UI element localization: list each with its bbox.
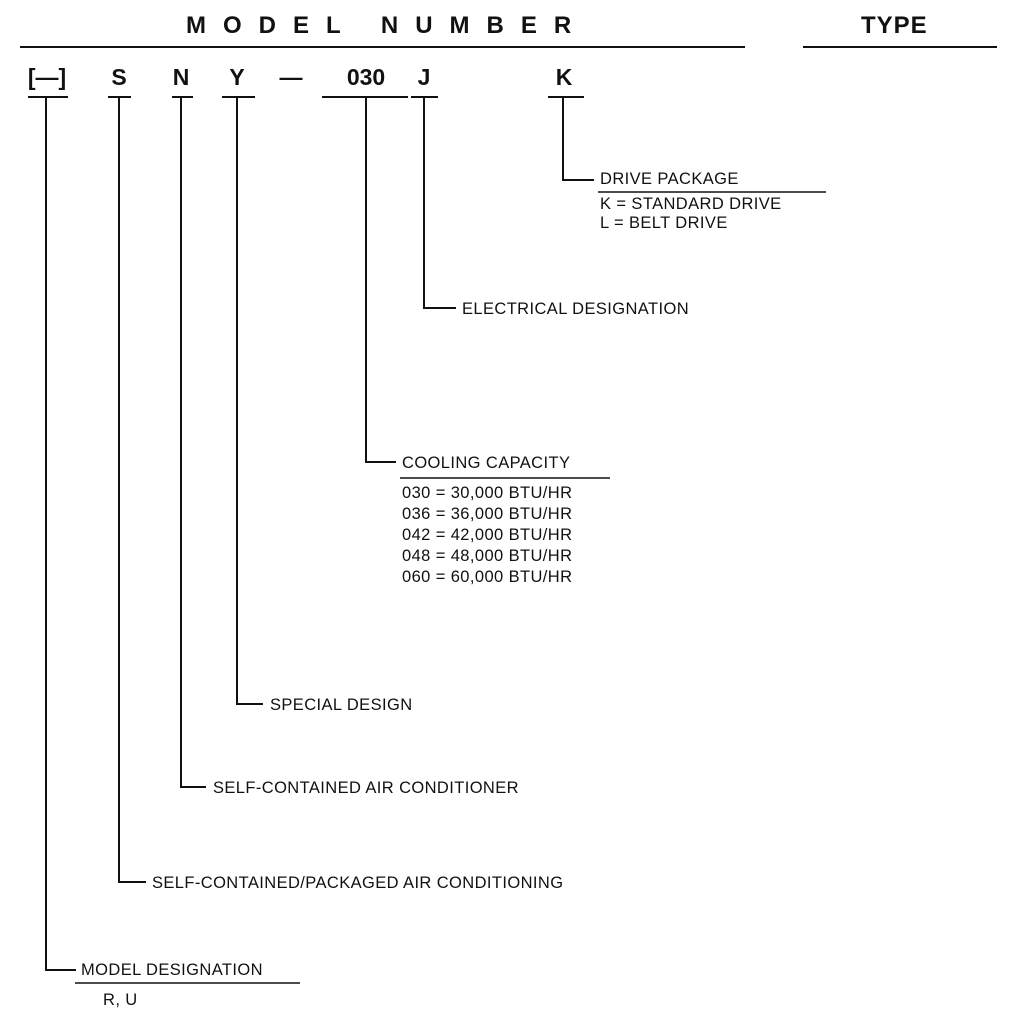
drive-package-title: DRIVE PACKAGE (600, 170, 739, 188)
n-leader (181, 97, 206, 787)
code-y: Y (229, 64, 245, 90)
code-prefix: [—] (27, 64, 67, 90)
code-n: N (172, 64, 190, 90)
cooling-capacity-option: 030 = 30,000 BTU/HR (402, 484, 573, 502)
code-capacity: 030 (346, 64, 386, 90)
cooling-capacity-option: 036 = 36,000 BTU/HR (402, 505, 573, 523)
type-heading: TYPE (861, 12, 928, 39)
code-k: K (555, 64, 573, 90)
j-leader (424, 97, 456, 308)
s-leader (119, 97, 146, 882)
self-contained-packaged-title: SELF-CONTAINED/PACKAGED AIR CONDITIONING (152, 874, 564, 892)
self-contained-ac-title: SELF-CONTAINED AIR CONDITIONER (213, 779, 519, 797)
y-leader (237, 97, 263, 704)
special-design-title: SPECIAL DESIGN (270, 696, 413, 714)
k-leader (563, 97, 594, 180)
capacity-leader (366, 97, 396, 462)
prefix-leader (46, 97, 76, 970)
cooling-capacity-title: COOLING CAPACITY (402, 454, 571, 472)
electrical-designation-title: ELECTRICAL DESIGNATION (462, 300, 690, 318)
model-designation-options: R, U (103, 991, 138, 1009)
code-dash: — (279, 64, 303, 90)
drive-package-option: K = STANDARD DRIVE (600, 195, 782, 213)
code-j: J (417, 64, 431, 90)
model-designation-title: MODEL DESIGNATION (81, 961, 263, 979)
drive-package-option: L = BELT DRIVE (600, 214, 728, 232)
cooling-capacity-option: 042 = 42,000 BTU/HR (402, 526, 573, 544)
code-s: S (111, 64, 127, 90)
model-number-heading: MODEL NUMBER (186, 12, 589, 39)
cooling-capacity-option: 048 = 48,000 BTU/HR (402, 547, 573, 565)
cooling-capacity-option: 060 = 60,000 BTU/HR (402, 568, 573, 586)
